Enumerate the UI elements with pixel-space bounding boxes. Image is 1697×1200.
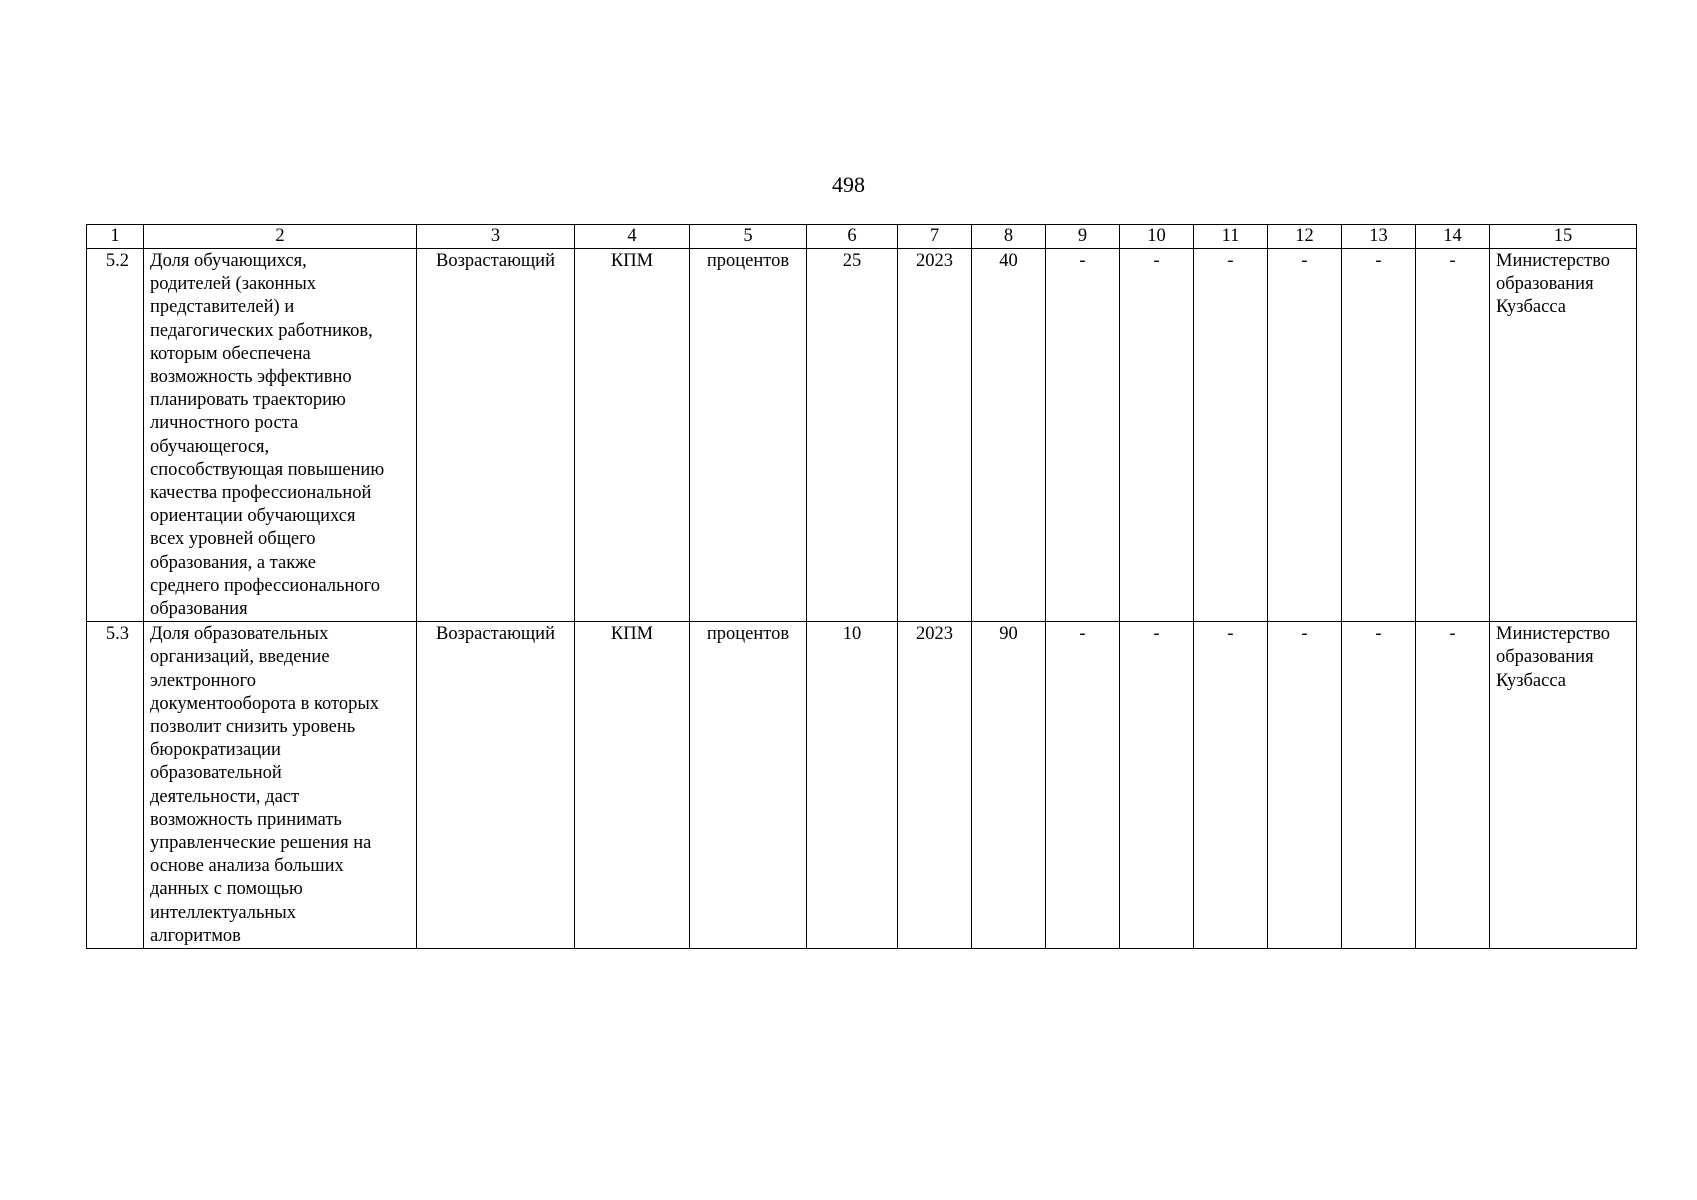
year-value-cell: -	[1268, 249, 1342, 622]
year-value-cell: -	[1046, 249, 1120, 622]
column-header: 2	[144, 225, 417, 249]
column-header: 4	[575, 225, 690, 249]
column-header: 3	[417, 225, 575, 249]
column-header: 14	[1416, 225, 1490, 249]
description-line: среднего профессионального	[150, 575, 381, 596]
description-line: всех уровней общего	[150, 529, 316, 550]
column-header: 6	[807, 225, 898, 249]
table-row	[87, 622, 1637, 949]
year-value-cell: -	[1194, 249, 1268, 622]
description-line: организаций, введение	[150, 647, 330, 668]
description-line: образовательной	[150, 763, 282, 784]
column-header: 15	[1490, 225, 1637, 249]
responsible-cell	[1490, 249, 1637, 622]
target-cell: 40	[972, 249, 1046, 622]
description-line: образования, а также	[150, 552, 316, 573]
page-number: 498	[832, 172, 865, 197]
description-line: образования	[150, 599, 248, 620]
description-line: возможность эффективно	[150, 367, 352, 388]
column-header: 5	[690, 225, 807, 249]
trend-cell: Возрастающий	[417, 622, 575, 949]
responsible-line: образования	[1496, 274, 1594, 295]
description-line: алгоритмов	[150, 925, 241, 946]
year-value-cell: -	[1342, 249, 1416, 622]
column-header: 13	[1342, 225, 1416, 249]
row-number: 5.3	[87, 622, 144, 949]
description-line: которым обеспечена	[150, 343, 311, 364]
year-value-cell: -	[1120, 249, 1194, 622]
responsible-line: Министерство	[1496, 624, 1611, 645]
indicators-table	[86, 224, 1637, 949]
column-header: 10	[1120, 225, 1194, 249]
description-line: качества профессиональной	[150, 483, 372, 504]
description-line: обучающегося,	[150, 436, 270, 457]
description-line: Доля образовательных	[150, 624, 329, 645]
base-year-cell: 2023	[898, 249, 972, 622]
description-line: документооборота в которых	[150, 693, 380, 714]
unit-cell: процентов	[690, 249, 807, 622]
column-header: 8	[972, 225, 1046, 249]
description-line: данных с помощью	[150, 879, 303, 900]
year-value-cell: -	[1416, 622, 1490, 949]
description-line: возможность принимать	[150, 809, 342, 830]
description-line: управленческие решения на	[150, 833, 372, 854]
column-header: 1	[87, 225, 144, 249]
responsible-line: Министерство	[1496, 251, 1611, 271]
description-line: позволит снизить уровень	[150, 717, 356, 738]
level-cell: КПМ	[575, 249, 690, 622]
description-line: ориентации обучающихся	[150, 506, 356, 527]
column-number-row	[87, 225, 1637, 249]
description-line: личностного роста	[150, 413, 299, 434]
description-line: деятельности, даст	[150, 786, 300, 807]
year-value-cell: -	[1046, 622, 1120, 949]
description-line: планировать траекторию	[150, 390, 346, 411]
level-cell: КПМ	[575, 622, 690, 949]
description-line: педагогических работников,	[150, 320, 373, 341]
base-year-cell: 2023	[898, 622, 972, 949]
indicator-description	[144, 249, 417, 622]
year-value-cell: -	[1194, 622, 1268, 949]
column-header: 9	[1046, 225, 1120, 249]
description-line: родителей (законных	[150, 274, 317, 295]
base-value-cell: 25	[807, 249, 898, 622]
description-line: Доля обучающихся,	[150, 251, 307, 271]
description-line: основе анализа больших	[150, 856, 344, 877]
responsible-cell	[1490, 622, 1637, 949]
responsible-line: Кузбасса	[1496, 670, 1566, 691]
year-value-cell: -	[1416, 249, 1490, 622]
description-line: способствующая повышению	[150, 459, 385, 480]
column-header: 12	[1268, 225, 1342, 249]
table-row	[87, 249, 1637, 622]
row-number: 5.2	[87, 249, 144, 622]
year-value-cell: -	[1342, 622, 1416, 949]
column-header: 7	[898, 225, 972, 249]
target-cell: 90	[972, 622, 1046, 949]
description-line: бюрократизации	[150, 740, 281, 761]
year-value-cell: -	[1120, 622, 1194, 949]
column-header: 11	[1194, 225, 1268, 249]
base-value-cell: 10	[807, 622, 898, 949]
responsible-line: Кузбасса	[1496, 297, 1566, 318]
description-line: интеллектуальных	[150, 902, 296, 923]
responsible-line: образования	[1496, 647, 1594, 668]
description-line: представителей) и	[150, 297, 295, 318]
description-line: электронного	[150, 670, 257, 691]
year-value-cell: -	[1268, 622, 1342, 949]
trend-cell: Возрастающий	[417, 249, 575, 622]
indicator-description	[144, 622, 417, 949]
unit-cell: процентов	[690, 622, 807, 949]
